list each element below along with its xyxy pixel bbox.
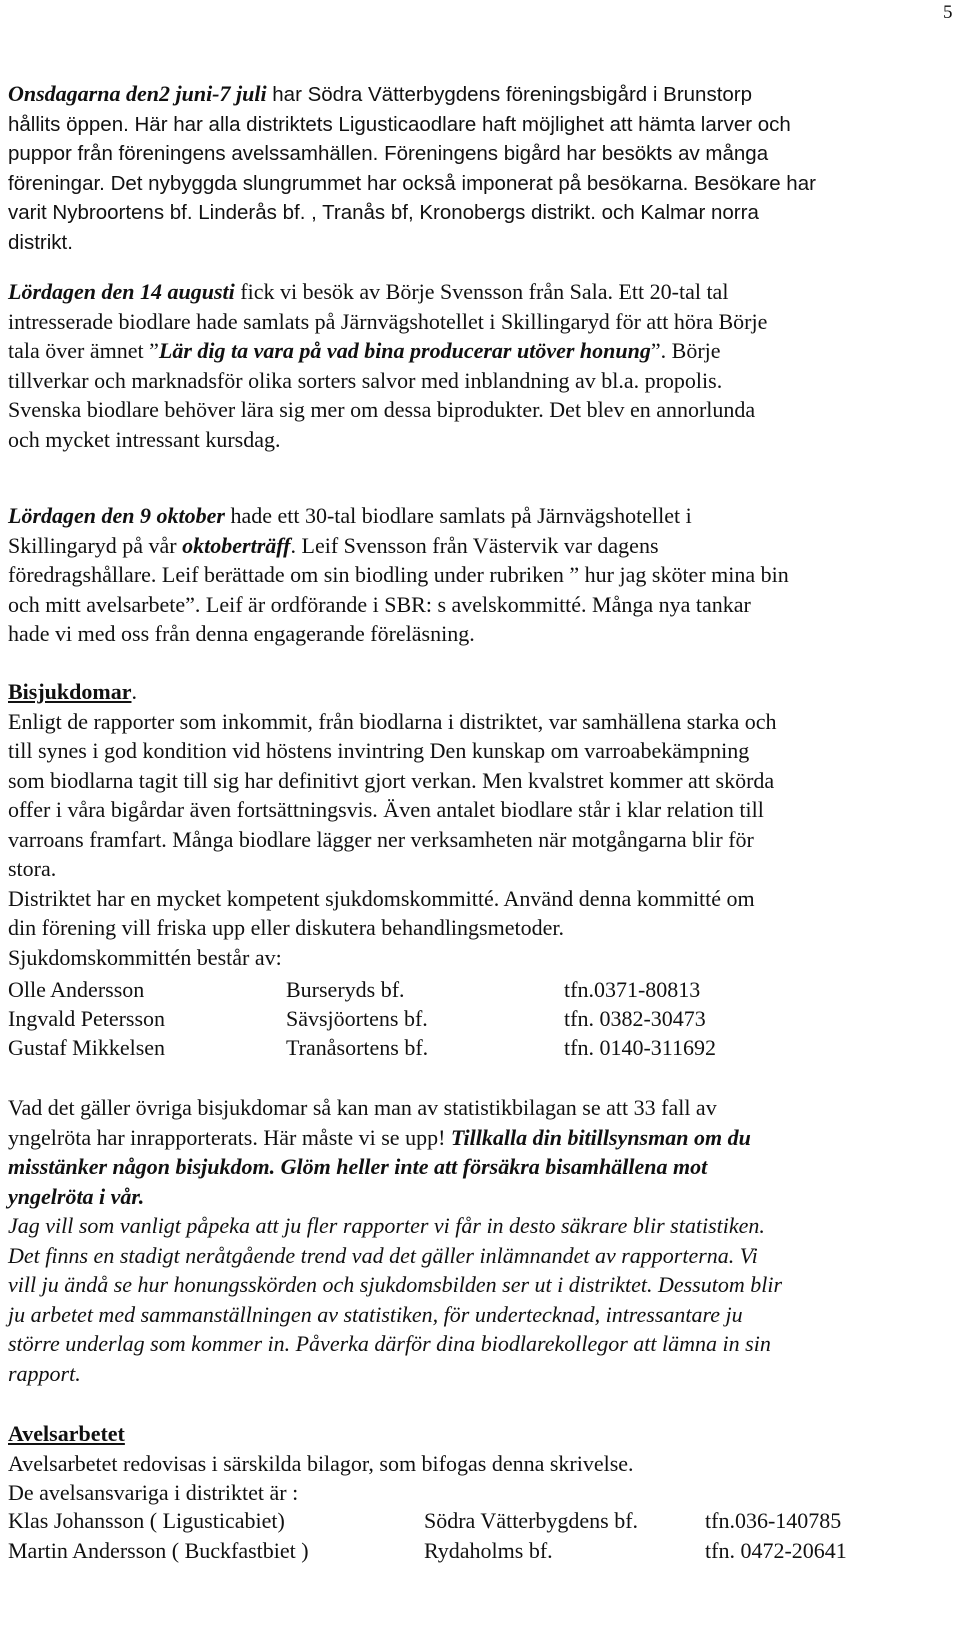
paragraph-line: Det finns en stadigt neråtgående trend vad det gäller inlämnandet av rapporterna. Vi xyxy=(8,1242,758,1268)
date-lead: Onsdagarna den2 juni-7 juli xyxy=(8,81,267,106)
member-phone: tfn. 0382-30473 xyxy=(564,1006,706,1031)
paragraph-line: tala över ämnet ”Lär dig ta vara på vad bina producerar utöver honung”. Börje xyxy=(8,338,721,363)
breeder-org: Rydaholms bf. xyxy=(424,1538,553,1563)
paragraph-line: ju arbetet med sammanställningen av statistiken, för undertecknad, intressantare ju xyxy=(8,1301,743,1327)
paragraph-line: och mycket intressant kursdag. xyxy=(8,426,281,452)
paragraph-line: Svenska biodlare behöver lära sig mer om dessa biprodukter. Det blev en annorlunda xyxy=(8,397,756,422)
section-heading: Avelsarbetet xyxy=(8,1421,125,1446)
paragraph-statistics xyxy=(8,1211,958,1388)
paragraph-line: rapport. xyxy=(8,1360,81,1386)
paragraph-line: vill ju ändå se hur honungsskörden och sjukdomsbilden ser ut i distriktet. Dessutom blir xyxy=(8,1272,783,1297)
section-bee-diseases xyxy=(8,677,958,972)
paragraph-line: till synes i god kondition vid höstens invintring Den kunskap om varroabekämpning xyxy=(8,738,750,763)
paragraph-line: och mitt avelsarbete”. Leif är ordförande i SBR: s avelskommitté. Många nya tankar xyxy=(8,591,751,617)
paragraph-line: yngelröta har inrapporterats. Här måste vi se upp! Tillkalla din bitillsynsman om du xyxy=(8,1124,751,1150)
paragraph-line: Vad det gäller övriga bisjukdomar så kan man av statistikbilagan se att 33 fall av xyxy=(8,1095,717,1120)
paragraph-line: stora. xyxy=(8,856,57,881)
paragraph-line: intresserade biodlare hade samlats på Järnvägshotellet i Skillingaryd för att höra Börje xyxy=(8,308,768,334)
breeder-name: Klas Johansson ( Ligusticabiet) xyxy=(8,1508,285,1533)
member-phone: tfn.0371-80813 xyxy=(564,977,701,1002)
breeder-phone: tfn. 0472-20641 xyxy=(705,1538,847,1563)
paragraph-line: distrikt. xyxy=(8,230,73,254)
paragraph-line: De avelsansvariga i distriktet är : xyxy=(8,1480,299,1505)
member-phone: tfn. 0140-311692 xyxy=(564,1035,716,1060)
paragraph-line: Lördagen den 9 oktober hade ett 30-tal biodlare samlats på Järnvägshotellet i xyxy=(8,503,692,528)
member-name: Gustaf Mikkelsen xyxy=(8,1035,166,1060)
breeder-name: Martin Andersson ( Buckfastbiet ) xyxy=(8,1538,309,1563)
member-org: Tranåsortens bf. xyxy=(286,1035,429,1060)
paragraph-line: din förening vill friska upp eller diskutera behandlingsmetoder. xyxy=(8,915,564,940)
paragraph-other-diseases xyxy=(8,1093,958,1211)
paragraph-line: yngelröta i vår. xyxy=(8,1183,145,1209)
paragraph-line: Sjukdomskommittén består av: xyxy=(8,944,282,970)
member-name: Olle Andersson xyxy=(8,977,145,1002)
paragraph-line: föreningar. Det nybyggda slungrummet har också imponerat på besökarna. Besökare har xyxy=(8,171,816,195)
breeder-org: Södra Vätterbygdens bf. xyxy=(424,1508,639,1533)
paragraph-line: hade vi med oss från denna engagerande föreläsning. xyxy=(8,621,475,646)
paragraph-line: puppor från föreningens avelssamhällen. Föreningens bigård har besökts av många xyxy=(8,142,769,165)
paragraph-line: Avelsarbetet redovisas i särskilda bilagor, som bifogas denna skrivelse. xyxy=(8,1450,634,1476)
paragraph-line: föredragshållare. Leif berättade om sin biodling under rubriken ” hur jag sköter mina bin xyxy=(8,562,789,587)
section-heading: Bisjukdomar. xyxy=(8,679,137,704)
breeder-phone: tfn.036-140785 xyxy=(705,1508,842,1533)
section-breeding xyxy=(8,1419,958,1508)
paragraph-line: Onsdagarna den2 juni-7 juli har Södra Vätterbygdens föreningsbigård i Brunstorp xyxy=(8,81,753,106)
paragraph-line: hållits öppen. Här har alla distriktets Ligusticaodlare haft möjlighet att hämta larver och xyxy=(8,112,791,136)
paragraph-october-meeting xyxy=(8,501,958,649)
paragraph-line: Lördagen den 14 augusti fick vi besök av Börje Svensson från Sala. Ett 20-tal tal xyxy=(8,279,729,304)
page-number: 5 xyxy=(943,2,953,23)
lecture-title: Lär dig ta vara på vad bina producerar utöver honung xyxy=(158,338,651,363)
paragraph-line: större underlag som kommer in. Påverka därför dina biodlarekollegor att lämna in sin xyxy=(8,1331,771,1356)
paragraph-line: Enligt de rapporter som inkommit, från biodlarna i distriktet, var samhällena starka och xyxy=(8,708,777,734)
paragraph-line: offer i våra bigårdar även fortsättningsvis. Även antalet biodlare står i klar relation till xyxy=(8,797,764,822)
member-org: Burseryds bf. xyxy=(286,977,405,1002)
date-lead: Lördagen den 14 augusti xyxy=(8,279,235,304)
member-org: Sävsjöortens bf. xyxy=(286,1006,428,1031)
member-name: Ingvald Petersson xyxy=(8,1006,166,1031)
date-lead: Lördagen den 9 oktober xyxy=(8,503,225,528)
paragraph-august-course xyxy=(8,277,958,454)
paragraph-open-apiary xyxy=(8,79,958,257)
paragraph-line: Distriktet har en mycket kompetent sjukdomskommitté. Använd denna kommitté om xyxy=(8,885,755,911)
paragraph-line: tillverkar och marknadsför olika sorters salvor med inblandning av bl.a. propolis. xyxy=(8,367,723,393)
paragraph-line: som biodlarna tagit till sig har definitivt gjort verkan. Men kvalstret kommer att skörda xyxy=(8,767,775,793)
paragraph-line: Skillingaryd på vår oktoberträff. Leif Svensson från Västervik var dagens xyxy=(8,532,659,558)
paragraph-line: varit Nybroortens bf. Linderås bf. , Tranås bf, Kronobergs distrikt. och Kalmar norra xyxy=(8,201,759,224)
paragraph-line: varroans framfart. Många biodlare lägger ner verksamheten när motgångarna blir för xyxy=(8,826,754,852)
paragraph-line: misstänker någon bisjukdom. Glöm heller inte att försäkra bisamhällena mot xyxy=(8,1154,708,1179)
paragraph-line: Jag vill som vanligt påpeka att ju fler rapporter vi får in desto säkrare blir statistiken. xyxy=(8,1213,765,1238)
